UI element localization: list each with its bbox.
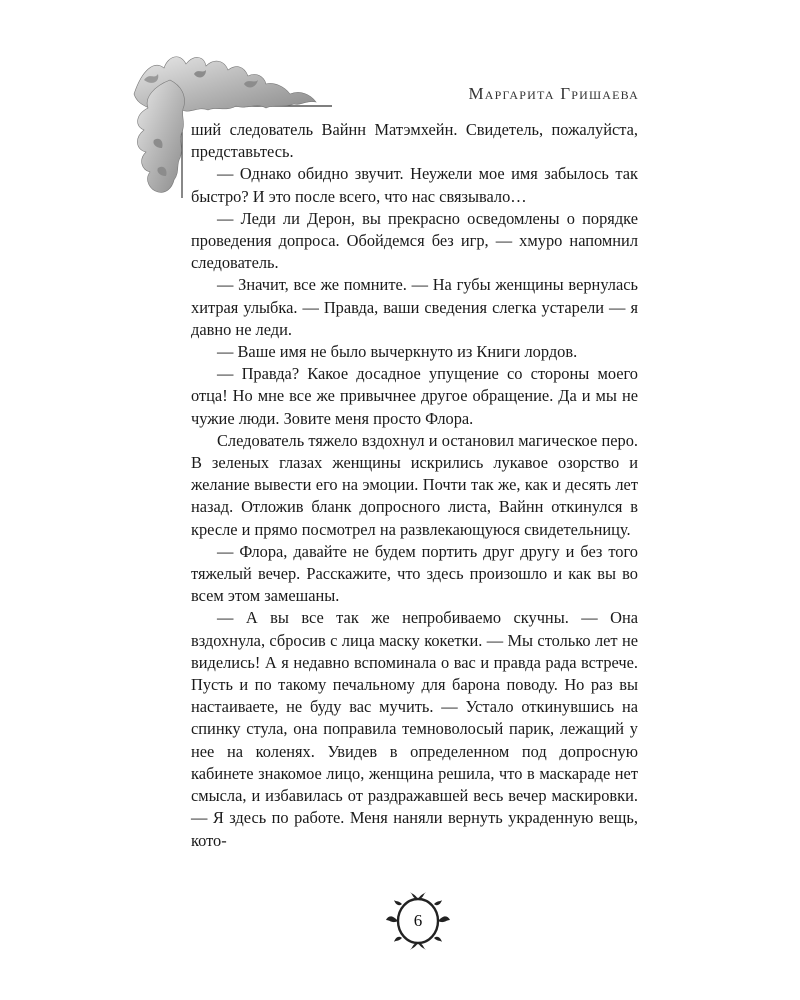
page-number-badge [382,890,454,952]
paragraph: — Однако обидно звучит. Неужели мое имя забылось так быстро? И это после всего, что нас связывало… [191,164,638,206]
paragraph: — Правда? Какое досадное упущение со стороны моего отца! Но мне все же привычнее другое обращение. Да и мы не чужие люди. Зовите меня просто Флора. [191,364,638,428]
body-text [191,119,638,852]
paragraph: ший следователь Вайнн Матэмхейн. Свидетель, пожалуйста, представьтесь. [191,120,638,162]
paragraph: Следователь тяжело вздохнул и остановил магическое перо. В зеленых глазах женщины искрились лукавое озорство и желание вывести его на эмоции. Почти так же, как и десять лет назад. Отложив бланк допросного листа, Вайнн откинулся в кресле и прямо посмотрел на развлекающуюся свидетельницу. [191,430,638,539]
paragraph: — Ваше имя не было вычеркнуто из Книги лордов. [217,342,578,362]
page-number: 6 [413,911,423,930]
paragraph: — Леди ли Дерон, вы прекрасно осведомлены о порядке проведения допроса. Обойдемся без игр, — хмуро напомнил следователь. [191,208,638,273]
running-head-author: Маргарита Гришаева [468,84,639,103]
paragraph: — Значит, все же помните. — На губы женщины вернулась хитрая улыбка. — Правда, ваши сведения слегка устарели — я давно не леди. [191,275,638,339]
paragraph: — А вы все так же непробиваемо скучны. — Она вздохнула, сбросив с лица маску кокетки. — Мы столько лет не виделись! А я недавно вспоминала о вас и правда рада встрече. Пусть и по такому печальному для барона поводу. Но раз вы настаиваете, не буду вас мучить. — Устало откинувшись на спинку стула, она поправила темноволосый парик, лежащий у нее на коленях. Увидев в определенном под допросную кабинете знакомое лицо, женщина решила, что в маскараде нет смысла, и избавилась от раздражавшей весь вечер маскировки. — Я здесь по работе. Меня наняли вернуть украденную вещь, кото- [191,608,638,850]
paragraph: — Флора, давайте не будем портить друг другу и без того тяжелый вечер. Расскажите, что здесь произошло и как вы во всем этом замешаны. [191,541,638,606]
